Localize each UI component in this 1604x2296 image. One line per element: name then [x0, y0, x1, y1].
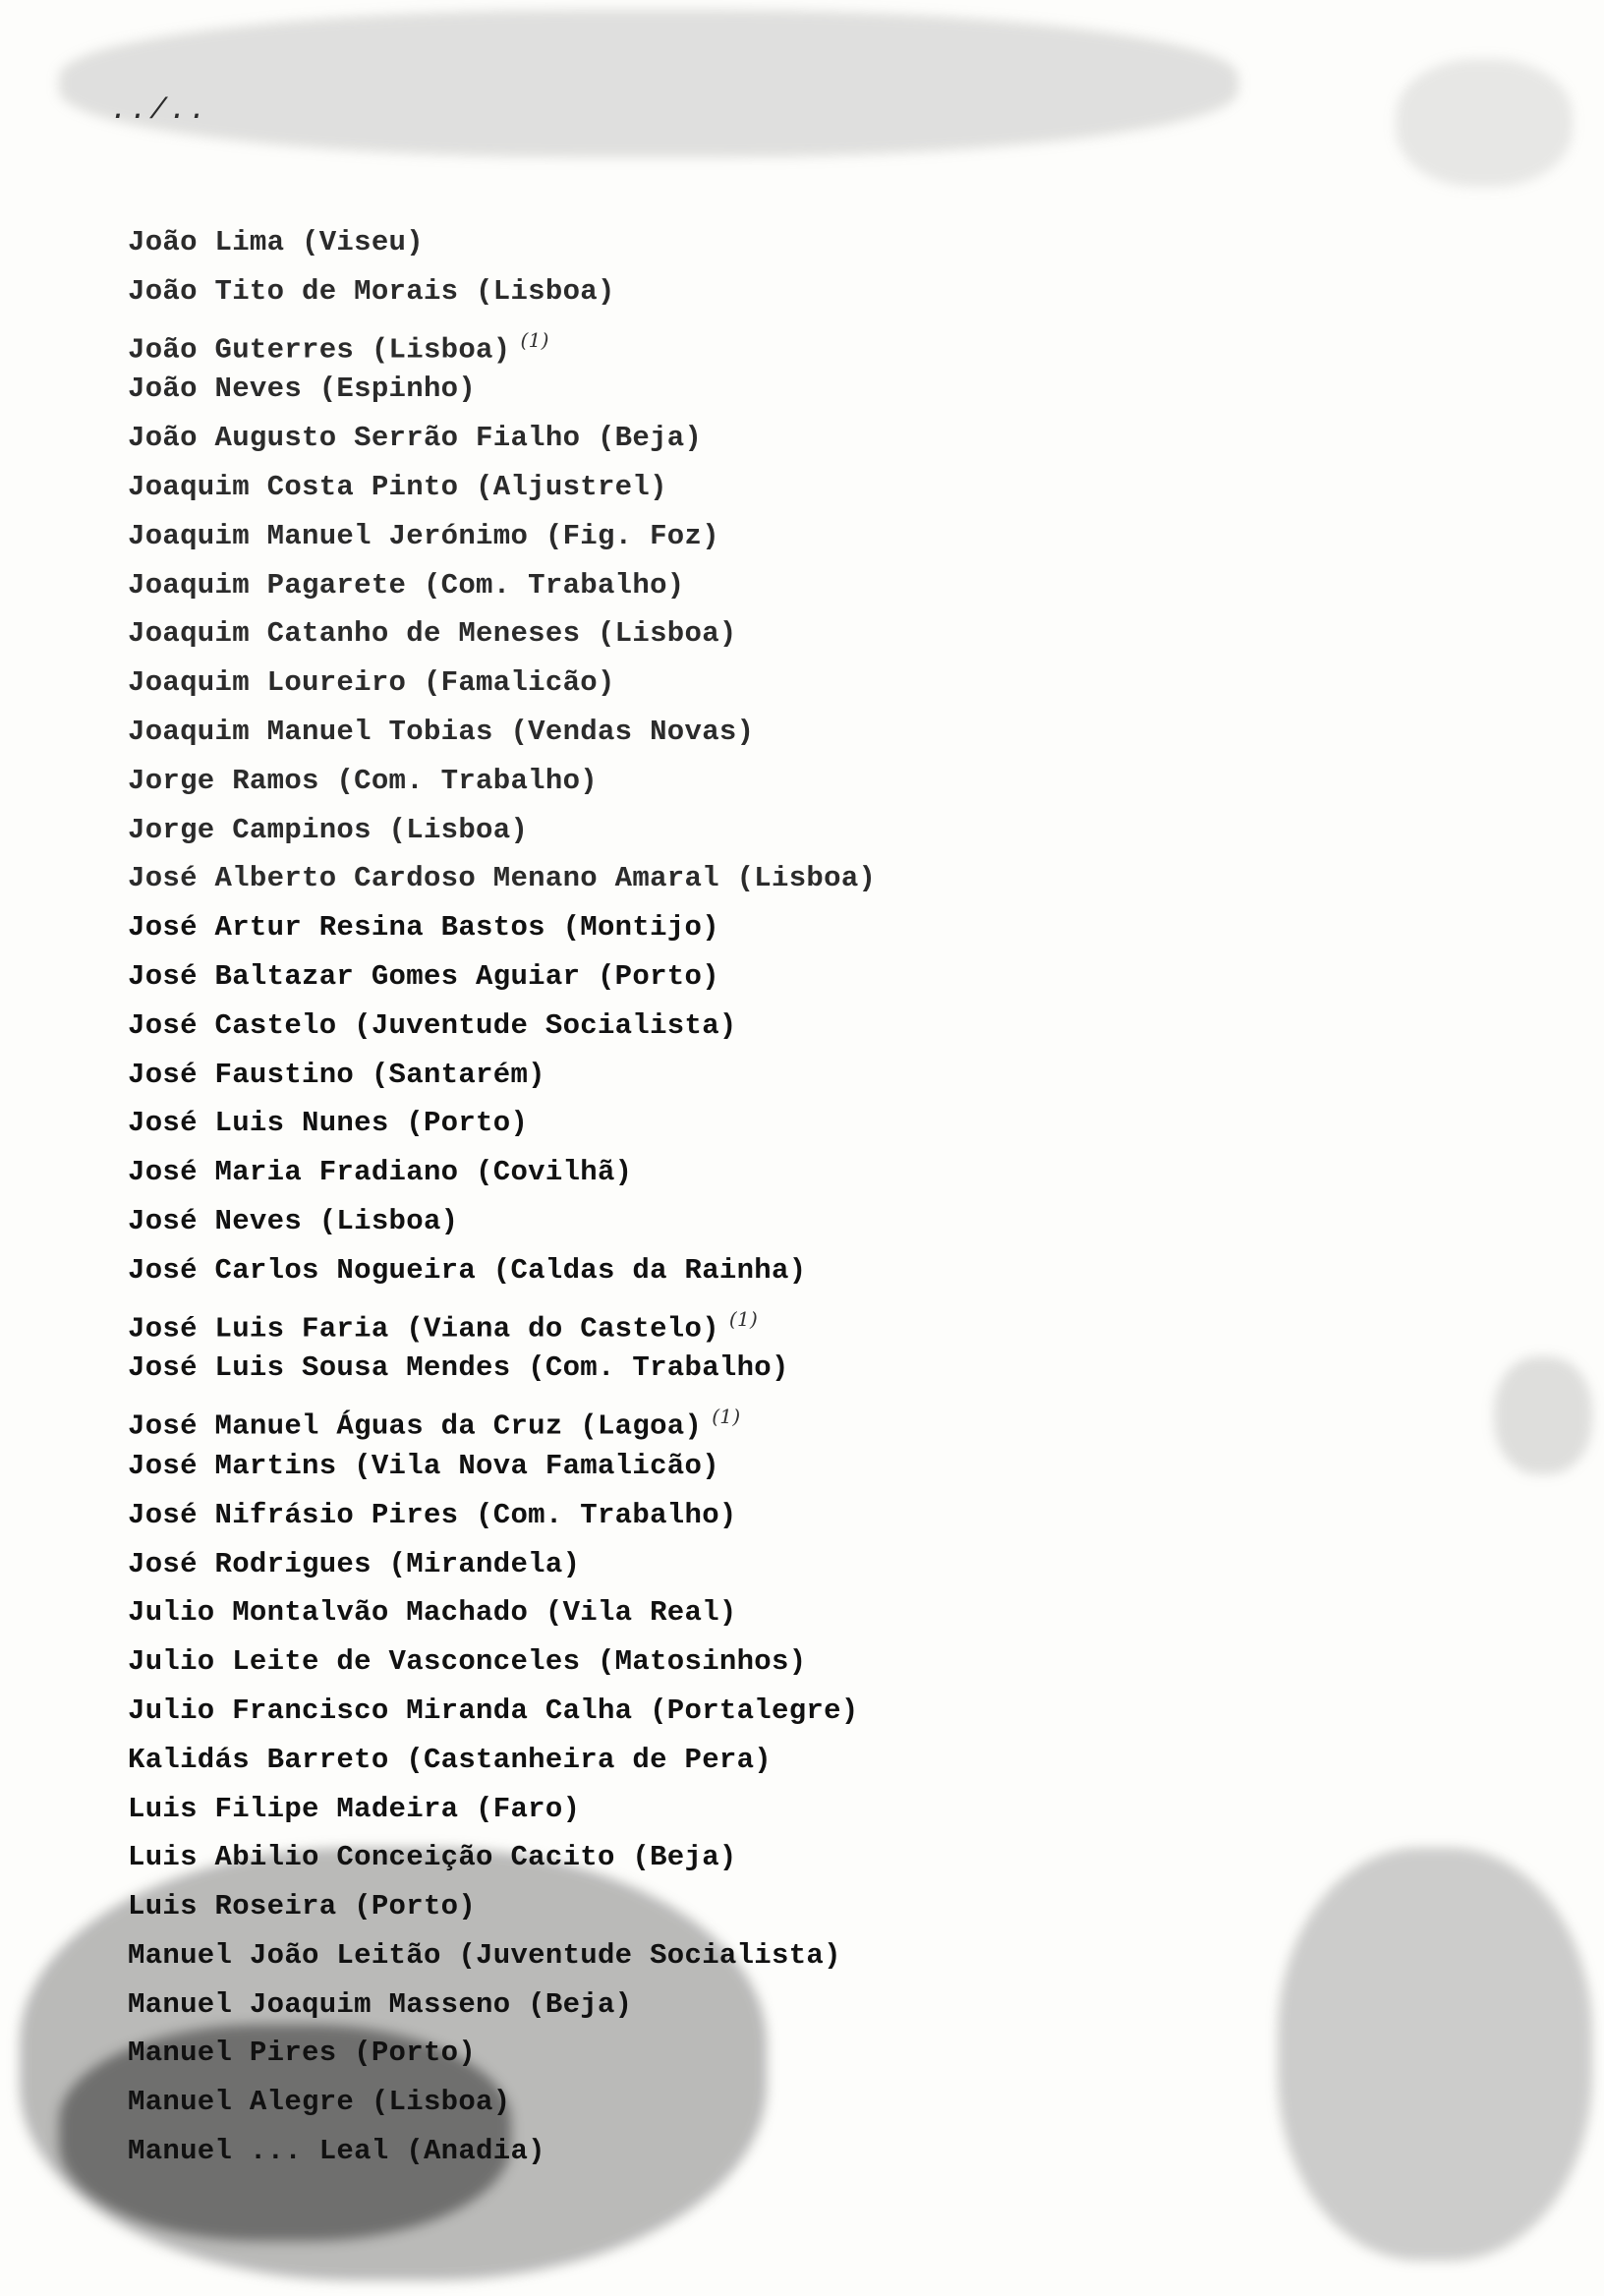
list-item: [128, 609, 1425, 659]
page-continuation-mark: ../..: [110, 94, 209, 128]
entry-text: João Tito de Morais (Lisboa): [128, 274, 615, 308]
list-item: [128, 952, 1425, 1002]
list-item: [128, 512, 1425, 561]
list-item: [128, 1099, 1425, 1148]
list-item: [128, 1344, 1425, 1393]
list-item: [128, 2078, 1425, 2127]
list-item: [128, 365, 1425, 414]
entry-text: João Augusto Serrão Fialho (Beja): [128, 422, 703, 455]
list-item: [128, 414, 1425, 463]
list-item: [128, 561, 1425, 610]
handwritten-annotation: (1): [520, 327, 549, 352]
list-item: [128, 806, 1425, 855]
entry-text: Joaquim Costa Pinto (Aljustrel): [128, 470, 667, 503]
list-item: [128, 316, 1425, 366]
entry-text: Manuel ... Leal (Anadia): [128, 2135, 545, 2168]
delegate-name-list: [128, 218, 1425, 2176]
entry-text: Luis Roseira (Porto): [128, 1890, 477, 1923]
entry-text: José Luis Nunes (Porto): [128, 1107, 529, 1140]
entry-text: José Maria Fradiano (Covilhã): [128, 1156, 633, 1189]
list-item: [128, 1051, 1425, 1100]
entry-text: José Artur Resina Bastos (Montijo): [128, 911, 719, 945]
list-item: [128, 757, 1425, 806]
scan-noise-top-right: [1396, 59, 1573, 187]
list-item: [128, 1931, 1425, 1980]
entry-text: Jorge Campinos (Lisboa): [128, 813, 529, 846]
entry-text: Joaquim Pagarete (Com. Trabalho): [128, 568, 685, 602]
list-item: [128, 463, 1425, 512]
entry-text: José Luis Faria (Viana do Castelo): [128, 1312, 719, 1346]
entry-text: Manuel Pires (Porto): [128, 2037, 477, 2070]
scan-noise-top: [59, 10, 1238, 157]
handwritten-annotation: (1): [728, 1306, 759, 1331]
entry-text: Manuel Joaquim Masseno (Beja): [128, 1987, 633, 2021]
entry-text: Julio Leite de Vasconceles (Matosinhos): [128, 1645, 807, 1679]
entry-text: Julio Francisco Miranda Calha (Portalegre): [128, 1693, 859, 1727]
entry-text: João Guterres (Lisboa): [128, 333, 511, 367]
entry-text: Joaquim Manuel Tobias (Vendas Novas): [128, 715, 755, 748]
list-item: [128, 1637, 1425, 1687]
entry-text: José Alberto Cardoso Menano Amaral (Lisboa): [128, 862, 877, 895]
list-item: [128, 2029, 1425, 2078]
entry-text: José Faustino (Santarém): [128, 1058, 545, 1091]
list-item: [128, 1736, 1425, 1785]
list-item: [128, 854, 1425, 903]
list-item: [128, 218, 1425, 267]
entry-text: João Lima (Viseu): [128, 226, 424, 258]
list-item: [128, 1002, 1425, 1051]
list-item: [128, 1588, 1425, 1637]
list-item: [128, 1491, 1425, 1540]
entry-text: José Nifrásio Pires (Com. Trabalho): [128, 1498, 737, 1531]
entry-text: José Rodrigues (Mirandela): [128, 1547, 581, 1580]
list-item: [128, 1442, 1425, 1491]
entry-text: Kalidás Barreto (Castanheira de Pera): [128, 1743, 773, 1776]
list-item: [128, 1197, 1425, 1246]
list-item: [128, 267, 1425, 316]
entry-text: José Manuel Águas da Cruz (Lagoa): [128, 1409, 703, 1443]
entry-text: Manuel João Leitão (Juventude Socialista): [128, 1938, 841, 1972]
entry-text: José Luis Sousa Mendes (Com. Trabalho): [128, 1351, 789, 1385]
list-item: [128, 1295, 1425, 1345]
entry-text: Luis Abilio Conceição Cacito (Beja): [128, 1841, 737, 1874]
list-item: [128, 903, 1425, 952]
scan-noise-mid-right: [1494, 1356, 1592, 1474]
handwritten-annotation: (1): [712, 1405, 741, 1429]
list-item: [128, 1980, 1425, 2030]
entry-text: Jorge Ramos (Com. Trabalho): [128, 764, 598, 797]
list-item: [128, 1148, 1425, 1197]
entry-text: José Carlos Nogueira (Caldas da Rainha): [128, 1253, 807, 1287]
entry-text: José Neves (Lisboa): [128, 1204, 459, 1237]
list-item: [128, 1687, 1425, 1736]
list-item: [128, 1833, 1425, 1882]
entry-text: Julio Montalvão Machado (Vila Real): [128, 1596, 737, 1630]
entry-text: Luis Filipe Madeira (Faro): [128, 1792, 581, 1825]
entry-text: João Neves (Espinho): [128, 373, 477, 406]
list-item: [128, 659, 1425, 708]
entry-text: Joaquim Manuel Jerónimo (Fig. Foz): [128, 519, 719, 552]
list-item: [128, 1540, 1425, 1589]
list-item: [128, 708, 1425, 757]
entry-text: José Castelo (Juventude Socialista): [128, 1008, 737, 1042]
entry-text: Joaquim Catanho de Meneses (Lisboa): [128, 617, 737, 651]
list-item: [128, 1393, 1425, 1442]
entry-text: José Baltazar Gomes Aguiar (Porto): [128, 959, 719, 993]
list-item: [128, 2127, 1425, 2176]
entry-text: José Martins (Vila Nova Famalicão): [128, 1449, 719, 1482]
entry-text: Joaquim Loureiro (Famalicão): [128, 666, 615, 700]
list-item: [128, 1882, 1425, 1931]
list-item: [128, 1246, 1425, 1295]
list-item: [128, 1785, 1425, 1834]
entry-text: Manuel Alegre (Lisboa): [128, 2086, 511, 2119]
